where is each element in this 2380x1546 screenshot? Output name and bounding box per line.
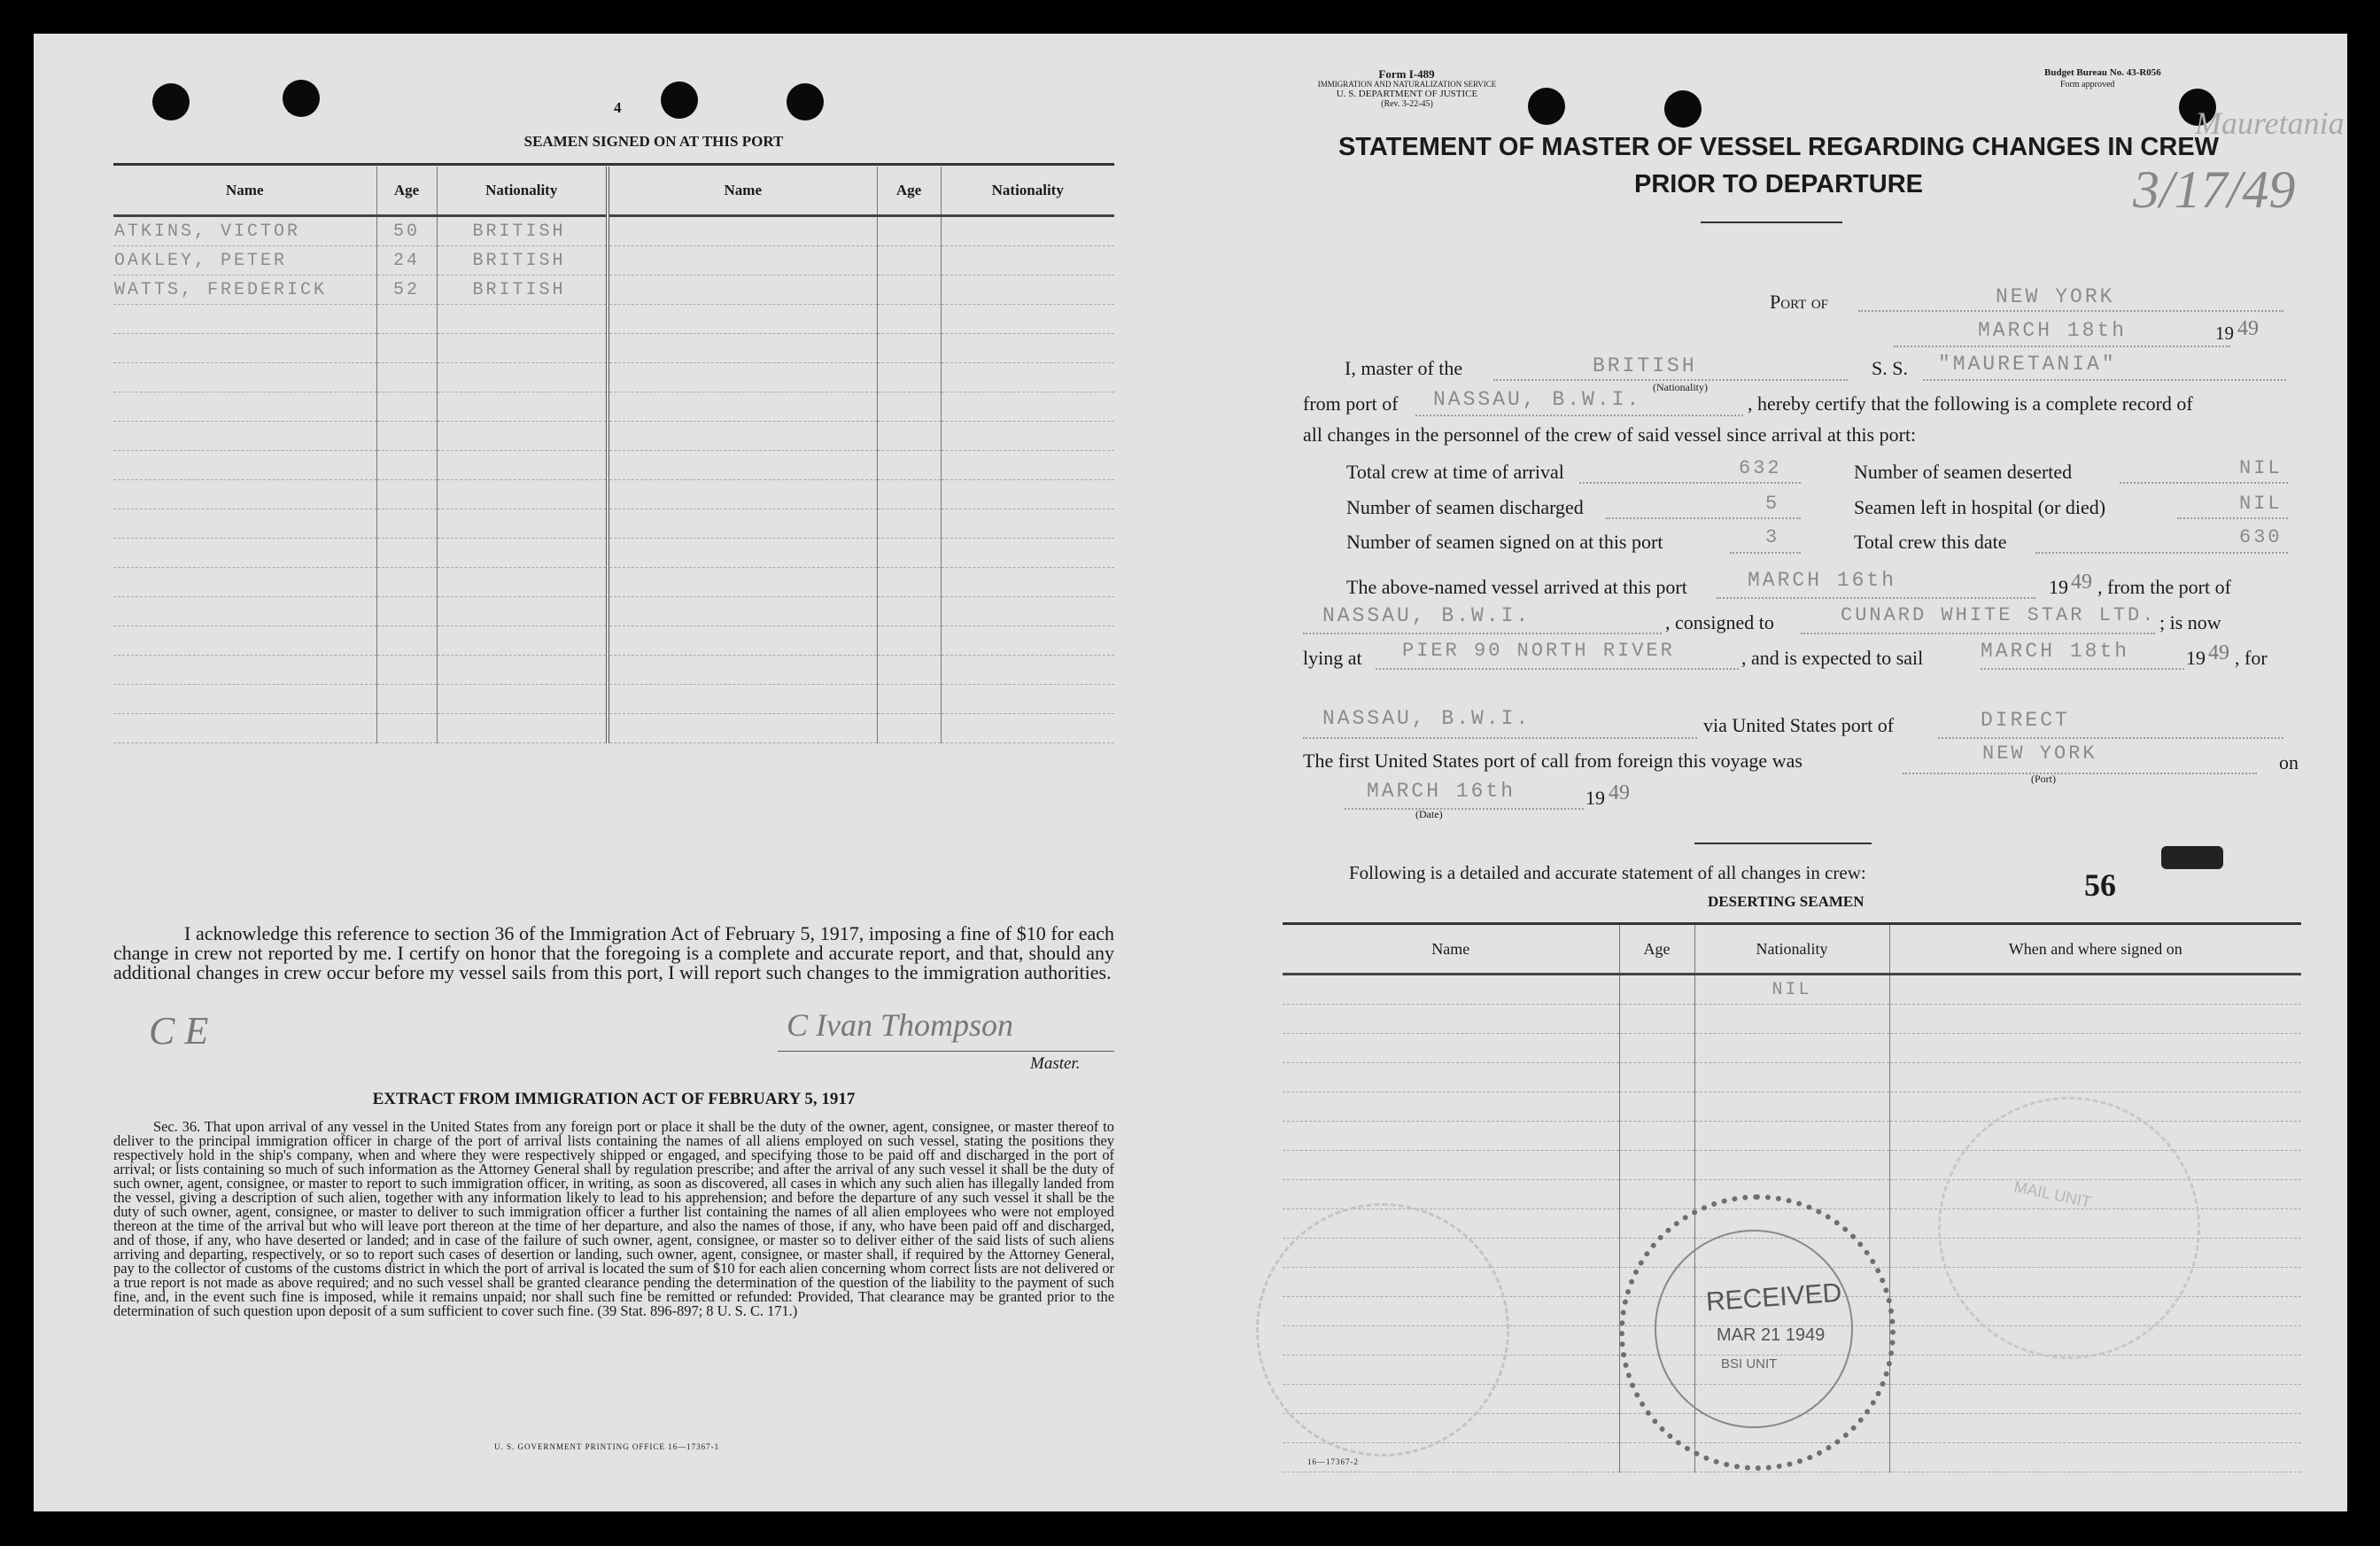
from-port-label: from port of [1303,392,1399,415]
date-value: MARCH 18th [1978,319,2128,342]
count-field[interactable] [1606,516,1801,519]
following-text: Following is a detailed and accurate statement of all changes in crew: [1349,862,1866,883]
section-rule [1694,843,1872,844]
sail-date: MARCH 18th [1981,640,2130,663]
column-header-nationality: Nationality [437,167,608,216]
certify-text: , hereby certify that the following is a complete record of [1748,392,2193,415]
ship-name-field[interactable] [1923,377,2286,381]
port-of-value: NEW YORK [1996,285,2115,308]
arrived-label: The above-named vessel arrived at this port [1346,576,1687,598]
for-label: , for [2235,647,2268,669]
blank-row [113,568,1114,597]
destination: NASSAU, B.W.I. [1322,707,1531,730]
count-value: 5 [1765,493,1780,515]
stamp-received-text: RECEIVED [1705,1278,1843,1317]
count-field[interactable] [2120,480,2288,484]
blank-row [1283,1005,2301,1034]
blank-row [113,656,1114,685]
budget-bureau: Budget Bureau No. 43-R056 [2044,67,2161,78]
revision: (Rev. 3-22-45) [1381,99,1433,109]
blank-row [113,685,1114,714]
punch-hole [787,83,824,120]
agency-line-2: U. S. DEPARTMENT OF JUSTICE [1336,89,1478,99]
via-value: DIRECT [1981,709,2070,732]
struck-out-number [2161,846,2223,869]
via-field[interactable] [1938,735,2283,739]
signed-on-table [113,167,1114,743]
sail-year-prefix: 19 [2186,647,2206,669]
column-header-age-2: Age [877,167,941,216]
blank-row [113,451,1114,480]
first-port-year-prefix: 19 [1585,787,1605,809]
count-label: Total crew at time of arrival [1346,461,1564,483]
arrived-from: NASSAU, B.W.I. [1322,604,1531,627]
blank-row [113,305,1114,334]
destination-field[interactable] [1303,735,1697,739]
extract-text: Sec. 36. That upon arrival of any vessel in the United States from any foreign port or place it shall be the duty of the owner, agent, consignee, or master thereof to deliver to the principal immigration officer in charge of the port of arrival lists containing the names of all aliens employed on such vessel, stating the positions they respectively hold in the ship's company, when and where they were respectively shipped or engaged, and specifying those to be paid off and discharged in the port of arrival; or lists containing so much of such information as the Attorney General shall by regulation prescribe; and after the arrival of any such vessel it shall be the duty of such owner, agent, consignee, or master to report to such immigration officer, in writing, as soon as discovered, all cases in which any such alien has illegally landed from the vessel, giving a description of such alien, together with any information likely to lead to his apprehension; and before the departure of any such vessel it shall be the duty of such owner, agent, consignee, or master to deliver to such immigration officer a further list containing the names of all alien employees who were not employed thereon at the time of the arrival but who will leave port thereon at the time of her departure, and also the names of those, if any, who have been paid off and discharged, and of those, if any, who have deserted or landed; and in case of the failure of such owner, agent, consignee, or master so to deliver either of the said lists of such aliens arriving and departing, respectively, or so to report such cases of desertion or landing, such owner, agent, consignee, or master shall, if required by the Attorney General, pay to the collector of customs of the customs district in which the port of arrival is located the sum of $10 for each alien concerning whom correct lists are not delivered or a true report is not made as above required; and no such vessel shall be granted clearance pending the determination of the question of the liability to the payment of such fine, and, in the event such fine is imposed, while it remains unpaid; nor shall such fine be remitted or refunded: Provided, That clearance may be granted prior to the determination of such question upon deposit of a sum sufficient to cover such fine. (39 Stat. 896-897; 8 U. S. C. 171.) [113,1118,1114,1319]
consignee-field[interactable] [1801,631,2155,634]
first-port-year: 49 [1609,781,1630,804]
on-label: on [2279,751,2299,773]
first-port-date: MARCH 16th [1367,780,1516,803]
stamp-mail-text: MAIL UNIT [2012,1177,2093,1211]
table-row [113,216,1114,246]
via-label: via United States port of [1703,714,1895,736]
document-sheet [34,34,2347,1511]
form-title-line-1: STATEMENT OF MASTER OF VESSEL REGARDING CHANGES IN CREW [1337,133,2220,161]
punch-hole [152,83,190,120]
seaman-age: 50 [376,216,437,246]
punch-hole [1664,90,1702,128]
count-field[interactable] [1730,550,1801,554]
count-label: Number of seamen discharged [1346,496,1584,518]
blank-row [113,422,1114,451]
count-field[interactable] [2177,516,2288,519]
title-rule [1701,221,1842,223]
blank-row [1283,1034,2301,1063]
count-value: 630 [2239,526,2283,548]
count-label: Number of seamen deserted [1854,461,2073,483]
count-value: NIL [2239,493,2283,515]
punch-hole [661,82,698,119]
agency-line-1: IMMIGRATION AND NATURALIZATION SERVICE [1317,80,1497,89]
ship-name: "MAURETANIA" [1938,353,2117,376]
table-row [113,276,1114,305]
seaman-nationality: BRITISH [437,246,608,276]
extract-heading: EXTRACT FROM IMMIGRATION ACT OF FEBRUARY 5, 1917 [372,1090,856,1108]
seaman-age: 52 [376,276,437,305]
count-label: Seamen left in hospital (or died) [1854,496,2106,518]
lying-at-value: PIER 90 NORTH RIVER [1402,640,1675,662]
heading-rule [113,163,1114,166]
deserting-heading: DESERTING SEAMEN [1708,893,1864,910]
sail-date-field[interactable] [1981,666,2184,670]
port-of-label: Port of [1770,291,1829,313]
lying-at-field[interactable] [1376,666,1739,670]
date-field[interactable] [1894,344,2230,347]
blank-row [113,392,1114,422]
from-port-field[interactable] [1415,413,1743,416]
seaman-name: OAKLEY, PETER [113,246,376,276]
expected-label: , and is expected to sail [1741,647,1924,669]
consigned-label: , consigned to [1665,611,1774,633]
blank-row [113,597,1114,626]
is-now-label: ; is now [2159,611,2221,633]
footer-code: 16—17367-2 [1307,1457,1359,1466]
from-port-value: NASSAU, B.W.I. [1433,388,1642,411]
count-field[interactable] [2035,550,2288,554]
table-header-row [1283,925,2301,975]
year-prefix: 19 [2215,322,2234,344]
column-header-age: Age [376,167,437,216]
blank-row [113,509,1114,539]
first-port-label: The first United States port of call from foreign this voyage was [1303,750,1802,772]
page-number: 4 [614,99,622,116]
sail-year: 49 [2208,641,2229,664]
handwritten-date: 3/17/49 [2133,160,2296,219]
blank-row [113,626,1114,656]
count-value: NIL [2239,457,2283,479]
seaman-age: 24 [376,246,437,276]
form-approved: Form approved [2060,80,2115,89]
stamp-date-text: MAR 21 1949 [1717,1325,1826,1345]
arrived-date: MARCH 16th [1748,569,1897,592]
column-header-name: Name [1283,925,1619,975]
first-port-date-field[interactable] [1345,806,1584,810]
blank-row [113,480,1114,509]
seaman-nationality: BRITISH [437,276,608,305]
nationality-caption: (Nationality) [1653,381,1708,393]
lying-at-label: lying at [1303,647,1362,669]
blank-row [113,363,1114,392]
arrived-year: 49 [2071,571,2092,594]
column-header-nationality-2: Nationality [941,167,1114,216]
column-header-signed-on: When and where signed on [1889,925,2301,975]
seaman-nationality: BRITISH [437,216,608,246]
form-title-line-2: PRIOR TO DEPARTURE [1633,170,1923,198]
printer-line: U. S. GOVERNMENT PRINTING OFFICE 16—17367-1 [494,1442,720,1451]
count-value: 3 [1765,526,1780,548]
column-header-age: Age [1619,925,1694,975]
blank-row [113,334,1114,363]
punch-hole [283,80,320,117]
table-row [113,246,1114,276]
port-caption: (Port) [2031,773,2056,785]
first-port-value: NEW YORK [1982,742,2097,765]
initials: C E [149,1009,209,1053]
arrived-date-field[interactable] [1717,595,2035,599]
page-count: 56 [2084,867,2116,903]
consignee: CUNARD WHITE STAR LTD. [1841,604,2157,626]
blank-row [113,714,1114,743]
count-label: Total crew this date [1854,531,2007,553]
certify-text-2: all changes in the personnel of the crew of said vessel since arrival at this port: [1303,423,1917,446]
count-value: 632 [1739,457,1782,479]
nationality-value: BRITISH [1593,354,1697,377]
first-port-field[interactable] [1903,771,2257,774]
master-label: Master. [1030,1054,1081,1073]
port-of-field[interactable] [1858,308,2283,312]
from-port-of-label: , from the port of [2097,576,2231,598]
arrived-year-prefix: 19 [2049,576,2068,598]
seaman-name: ATKINS, VICTOR [113,216,376,246]
blank-row [1283,1092,2301,1122]
master-of-label: I, master of the [1345,357,1463,379]
handwritten-vessel: Mauretania [2195,105,2345,141]
ss-label: S. S. [1872,357,1908,379]
date-caption: (Date) [1415,808,1443,820]
column-header-nationality: Nationality [1694,925,1889,975]
blank-row [1283,1063,2301,1092]
faded-stamp-left [1256,1203,1509,1457]
seaman-name: WATTS, FREDERICK [113,276,376,305]
column-header-name: Name [113,167,376,216]
table-header-row [113,167,1114,216]
master-signature: C Ivan Thompson [787,1007,1014,1043]
signature-line [778,1051,1114,1052]
year-value: 49 [2237,317,2259,340]
form-number: Form I-489 [1378,67,1435,81]
acknowledgement-text: I acknowledge this reference to section 36 of the Immigration Act of February 5, 1917, imposing a fine of $10 for each change in crew not reported by me. I certify on honor that the foregoing is a complete and accurate report, and that, should any additional changes in crew occur before my vessel sails from this port, I will report such changes to the immigration authorities. [113,922,1114,983]
faded-stamp-right [1938,1097,2200,1359]
column-header-name-2: Name [608,167,877,216]
stamp-unit-text: BSI UNIT [1721,1356,1778,1371]
table-row [1283,975,2301,1005]
deserting-entry: NIL [1694,975,1889,1005]
count-label: Number of seamen signed on at this port [1346,531,1663,553]
arrived-from-field[interactable] [1303,631,1662,634]
signed-on-heading: SEAMEN SIGNED ON AT THIS PORT [523,133,784,150]
count-field[interactable] [1579,480,1801,484]
blank-row [113,539,1114,568]
